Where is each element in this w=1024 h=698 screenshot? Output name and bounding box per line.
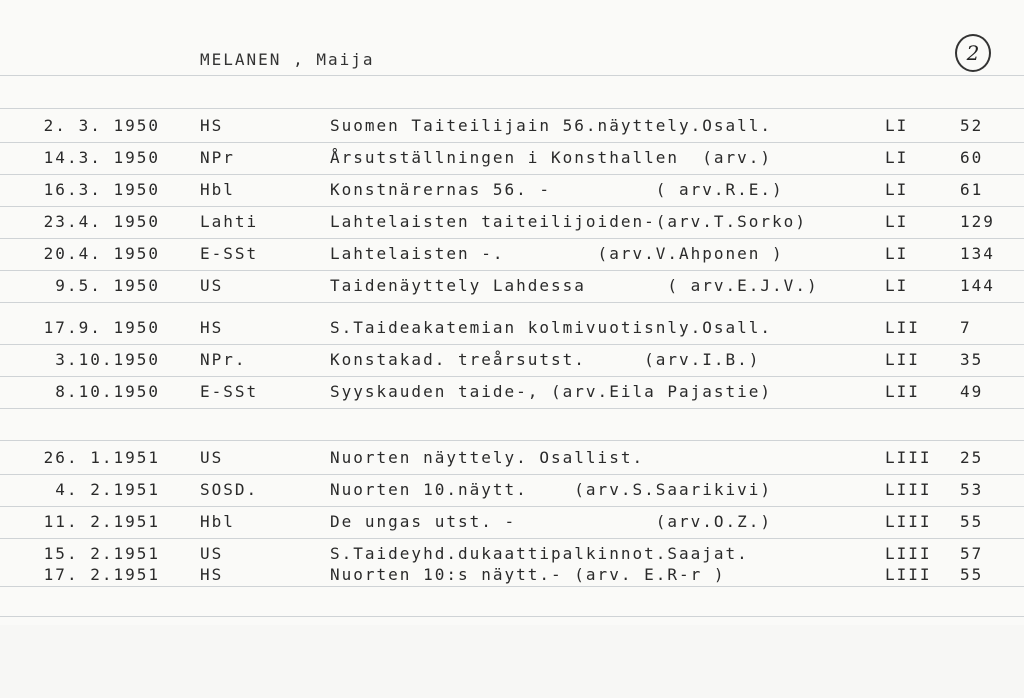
entry-date: 3.10.1950 [55,350,160,369]
card-rule [0,142,1024,143]
card-rule [0,302,1024,303]
entry-row [0,544,1024,566]
entry-date: 17. 2.1951 [43,565,160,584]
entry-description: Konstakad. treårsutst. (arv.I.B.) [330,350,761,369]
entry-page: 35 [960,350,984,369]
entry-page: 55 [960,512,984,531]
entry-date: 26. 1.1951 [43,448,160,467]
entry-source: E-SSt [200,244,259,263]
entry-page: 7 [960,318,972,337]
entry-volume: LI [885,276,909,295]
entry-date: 20.4. 1950 [43,244,160,263]
entry-description: Syyskauden taide-, (arv.Eila Pajastie) [330,382,773,401]
card-rule [0,616,1024,617]
card-rule [0,440,1024,441]
entry-row [0,212,1024,234]
entry-source: US [200,448,224,467]
entry-page: 25 [960,448,984,467]
entry-page: 55 [960,565,984,584]
entry-page: 144 [960,276,995,295]
entry-description: Nuorten näyttely. Osallist. [330,448,645,467]
card-rule [0,174,1024,175]
entry-row [0,180,1024,202]
card-rule [0,206,1024,207]
entry-date: 8.10.1950 [55,382,160,401]
card-rule [0,474,1024,475]
entry-page: 57 [960,544,984,563]
entry-volume: LI [885,212,909,231]
entry-date: 15. 2.1951 [43,544,160,563]
entry-date: 4. 2.1951 [55,480,160,499]
card-rule [0,506,1024,507]
entry-source: Lahti [200,212,259,231]
entry-page: 52 [960,116,984,135]
entry-row [0,116,1024,138]
entry-page: 129 [960,212,995,231]
entry-description: Taidenäyttely Lahdessa ( arv.E.J.V.) [330,276,819,295]
entry-page: 53 [960,480,984,499]
entry-row [0,448,1024,470]
entry-row [0,318,1024,340]
entry-source: NPr. [200,350,247,369]
entry-date: 11. 2.1951 [43,512,160,531]
entry-volume: LIII [885,565,932,584]
card-number-badge: 2 [955,34,991,72]
entry-description: Suomen Taiteilijain 56.näyttely.Osall. [330,116,773,135]
entry-volume: LIII [885,512,932,531]
entry-description: Konstnärernas 56. - ( arv.R.E.) [330,180,784,199]
card-rule [0,376,1024,377]
entry-description: Årsutställningen i Konsthallen (arv.) [330,148,773,167]
entry-volume: LII [885,318,920,337]
entry-source: Hbl [200,180,235,199]
entry-row [0,565,1024,587]
entry-page: 49 [960,382,984,401]
entry-volume: LIII [885,544,932,563]
entry-description: Nuorten 10:s näytt.- (arv. E.R-r ) [330,565,726,584]
entry-source: SOSD. [200,480,259,499]
entry-page: 134 [960,244,995,263]
entry-description: Nuorten 10.näytt. (arv.S.Saarikivi) [330,480,773,499]
entry-page: 60 [960,148,984,167]
card-rule [0,408,1024,409]
entry-date: 17.9. 1950 [43,318,160,337]
card-rule [0,344,1024,345]
entry-row [0,382,1024,404]
entry-row [0,276,1024,298]
entry-source: US [200,276,224,295]
entry-source: US [200,544,224,563]
entry-date: 9.5. 1950 [55,276,160,295]
entry-row [0,350,1024,372]
entry-volume: LI [885,116,909,135]
entry-volume: LI [885,180,909,199]
entry-row [0,512,1024,534]
entry-description: S.Taideakatemian kolmivuotisnly.Osall. [330,318,773,337]
entry-source: NPr [200,148,235,167]
entry-date: 2. 3. 1950 [43,116,160,135]
entry-source: Hbl [200,512,235,531]
card-rule [0,238,1024,239]
card-rule [0,108,1024,109]
entry-volume: LII [885,382,920,401]
entry-volume: LIII [885,480,932,499]
entry-date: 14.3. 1950 [43,148,160,167]
card-rule [0,538,1024,539]
entry-date: 23.4. 1950 [43,212,160,231]
entry-volume: LI [885,244,909,263]
card-rule [0,75,1024,76]
entry-volume: LII [885,350,920,369]
entry-row [0,148,1024,170]
entry-volume: LI [885,148,909,167]
entry-source: HS [200,565,224,584]
entry-description: Lahtelaisten taiteilijoiden-(arv.T.Sorko) [330,212,807,231]
entry-description: De ungas utst. - (arv.O.Z.) [330,512,773,531]
entry-source: HS [200,318,224,337]
card-rule [0,270,1024,271]
entry-row [0,480,1024,502]
entry-source: HS [200,116,224,135]
person-name: MELANEN , Maija [200,50,375,69]
entry-source: E-SSt [200,382,259,401]
entry-row [0,244,1024,266]
entry-date: 16.3. 1950 [43,180,160,199]
entry-page: 61 [960,180,984,199]
entry-description: S.Taideyhd.dukaattipalkinnot.Saajat. [330,544,749,563]
entry-volume: LIII [885,448,932,467]
entry-description: Lahtelaisten -. (arv.V.Ahponen ) [330,244,784,263]
